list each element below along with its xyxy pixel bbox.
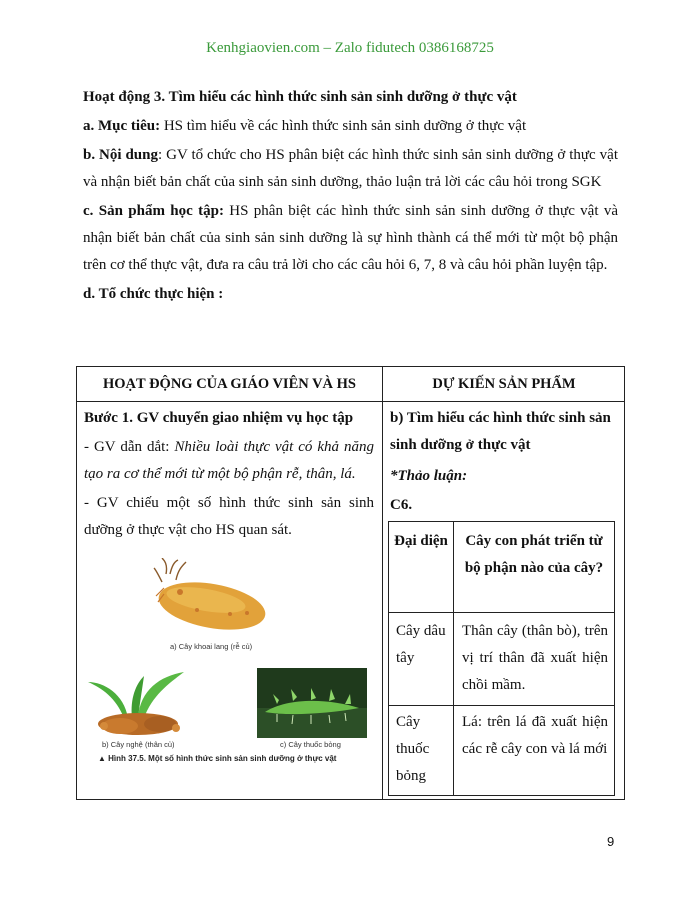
teacher-activity-cell <box>84 405 374 546</box>
content-section <box>83 142 618 196</box>
organization-heading: d. Tổ chức thực hiện : <box>83 286 224 302</box>
table-header-teacher: HOẠT ĐỘNG CỦA GIÁO VIÊN VÀ HS <box>103 376 356 392</box>
caption-a: a) Cây khoai lang (rễ củ) <box>170 642 253 651</box>
product-section <box>83 198 618 279</box>
table-header-product: DỰ KIẾN SẢN PHẨM <box>432 376 576 392</box>
step-title: Bước 1. GV chuyển giao nhiệm vụ học tập <box>84 410 354 426</box>
inner-header-representative: Đại diện <box>394 533 448 549</box>
inner-row-part: Lá: trên lá đã xuất hiện các rễ cây con và lá mới <box>462 714 608 757</box>
lesson-content <box>83 80 618 310</box>
header-separator: – <box>319 40 335 56</box>
inner-table-row-divider <box>389 612 614 613</box>
sweet-potato-image <box>152 558 272 642</box>
product-heading: b) Tìm hiểu các hình thức sinh sản sinh dưỡng ở thực vật <box>390 410 611 453</box>
caption-c: c) Cây thuốc bỏng <box>280 740 341 749</box>
inner-row-name: Cây dâu tây <box>396 623 446 666</box>
product-text: HS phân biệt các hình thức sinh sản sinh dưỡng ở thực vật và nhận biết bản chất của sinh sản sinh dưỡng là sự hình thành cá thể mới từ một bộ phận trên cơ thể thực vật, đưa ra câu trả lời cho các câu hỏi 6, 7, 8 và câu hỏi phần luyện tập. <box>83 203 619 273</box>
lead-prefix: - GV dẫn dắt: <box>84 439 175 455</box>
inner-table-column-divider <box>453 522 454 795</box>
lead-italic: Nhiều loài thực vật có khả năng tạo ra cơ thể mới từ một bộ phận rễ, thân, lá. <box>84 439 375 482</box>
figure-37-5 <box>82 558 372 778</box>
activity-title: Hoạt động 3. Tìm hiểu các hình thức sinh sản sinh dưỡng ở thực vật <box>83 89 517 105</box>
figure-title: ▲ Hình 37.5. Một số hình thức sinh sản sinh dưỡng ở thực vật <box>98 754 337 763</box>
content-text: : GV tổ chức cho HS phân biệt các hình thức sinh sản sinh dưỡng ở thực vật và nhận biết bản chất của sinh sản sinh dưỡng, thảo luận trả lời các câu hỏi trong SGK <box>83 147 618 190</box>
content-label: b. Nội dung <box>83 147 158 163</box>
product-label: c. Sản phẩm học tập: <box>83 203 224 219</box>
bryophyllum-image <box>257 668 367 738</box>
objective-text: HS tìm hiểu về các hình thức sinh sản sinh dưỡng ở thực vật <box>160 118 527 134</box>
inner-row-name: Cây thuốc bỏng <box>396 714 430 784</box>
table-column-divider <box>382 367 383 799</box>
inner-row-part: Thân cây (thân bò), trên vị trí thân đã xuất hiện chồi mầm. <box>462 623 608 693</box>
lead-in <box>84 434 374 488</box>
inner-table-row-divider <box>389 705 614 706</box>
c6-answer-table <box>388 521 615 796</box>
turmeric-image <box>84 658 194 738</box>
objective <box>83 113 618 140</box>
inner-header-part: Cây con phát triển từ bộ phận nào của cây? <box>464 533 604 576</box>
table-header-divider <box>77 401 624 402</box>
question-label: C6. <box>390 497 413 513</box>
objective-label: a. Mục tiêu: <box>83 118 161 134</box>
expected-product-cell <box>390 405 620 519</box>
page-header <box>0 40 700 57</box>
show-task: - GV chiếu một số hình thức sinh sản sinh dưỡng ở thực vật cho HS quan sát. <box>84 495 374 538</box>
contact-link[interactable]: Zalo fidutech 0386168725 <box>334 40 494 56</box>
discussion-label: *Thảo luận: <box>390 468 468 484</box>
site-link[interactable]: Kenhgiaovien.com <box>206 40 320 56</box>
page-number: 9 <box>607 834 615 849</box>
caption-b: b) Cây nghệ (thân củ) <box>102 740 175 749</box>
